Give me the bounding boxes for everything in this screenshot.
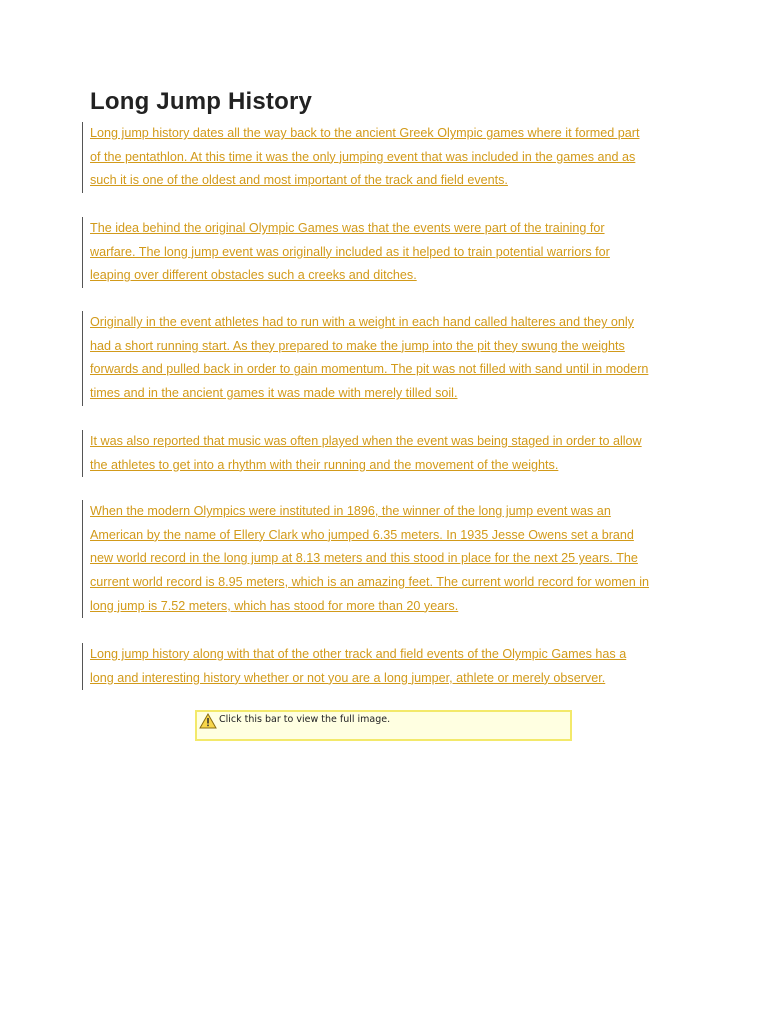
- link-line[interactable]: the athletes to get into a rhythm with their running and the movement of the weights.: [90, 457, 559, 472]
- link-line[interactable]: long jump is 7.52 meters, which has stood for more than 20 years.: [90, 598, 459, 613]
- link-line[interactable]: American by the name of Ellery Clark who jumped 6.35 meters. In 1935 Jesse Owens set a brand: [90, 527, 634, 542]
- paragraph-1: [82, 122, 700, 193]
- view-full-image-text: Click this bar to view the full image.: [219, 714, 391, 725]
- link-line[interactable]: forwards and pulled back in order to gain momentum. The pit was not filled with sand until in modern: [90, 362, 649, 377]
- page-title: Long Jump History: [90, 88, 313, 115]
- link-line[interactable]: new world record in the long jump at 8.13 meters and this stood in place for the next 25 years. The: [90, 551, 638, 566]
- link-line[interactable]: The idea behind the original Olympic Games was that the events were part of the training for: [90, 221, 605, 235]
- view-full-image-bar[interactable]: [195, 710, 572, 741]
- paragraph-4: [82, 430, 700, 477]
- link-line[interactable]: When the modern Olympics were instituted in 1896, the winner of the long jump event was an: [90, 504, 611, 518]
- link-line[interactable]: such it is one of the oldest and most important of the track and field events.: [90, 173, 508, 188]
- paragraph-3: [82, 311, 700, 406]
- link-line[interactable]: Long jump history dates all the way back to the ancient Greek Olympic games where it formed part: [90, 126, 640, 140]
- link-line[interactable]: It was also reported that music was often played when the event was being staged in order to allow: [90, 434, 642, 448]
- link-line[interactable]: of the pentathlon. At this time it was the only jumping event that was included in the games and as: [90, 149, 636, 164]
- link-line[interactable]: current world record is 8.95 meters, which is an amazing feet. The current world record for women in: [90, 575, 650, 590]
- link-line[interactable]: had a short running start. As they prepared to make the jump into the pit they swung the weights: [90, 338, 625, 353]
- link-line[interactable]: Long jump history along with that of the other track and field events of the Olympic Games has a: [90, 647, 627, 661]
- paragraph-2: [82, 217, 700, 288]
- link-line[interactable]: times and in the ancient games it was made with merely tilled soil.: [90, 386, 458, 401]
- warning-icon: [199, 713, 217, 729]
- link-line[interactable]: long and interesting history whether or not you are a long jumper, athlete or merely observer.: [90, 670, 606, 685]
- link-line[interactable]: leaping over different obstacles such a creeks and ditches.: [90, 268, 417, 283]
- link-line[interactable]: Originally in the event athletes had to run with a weight in each hand called halteres and they only: [90, 315, 634, 329]
- paragraph-5: [82, 500, 700, 618]
- link-line[interactable]: warfare. The long jump event was originally included as it helped to train potential warriors for: [90, 244, 610, 259]
- paragraph-6: [82, 643, 700, 690]
